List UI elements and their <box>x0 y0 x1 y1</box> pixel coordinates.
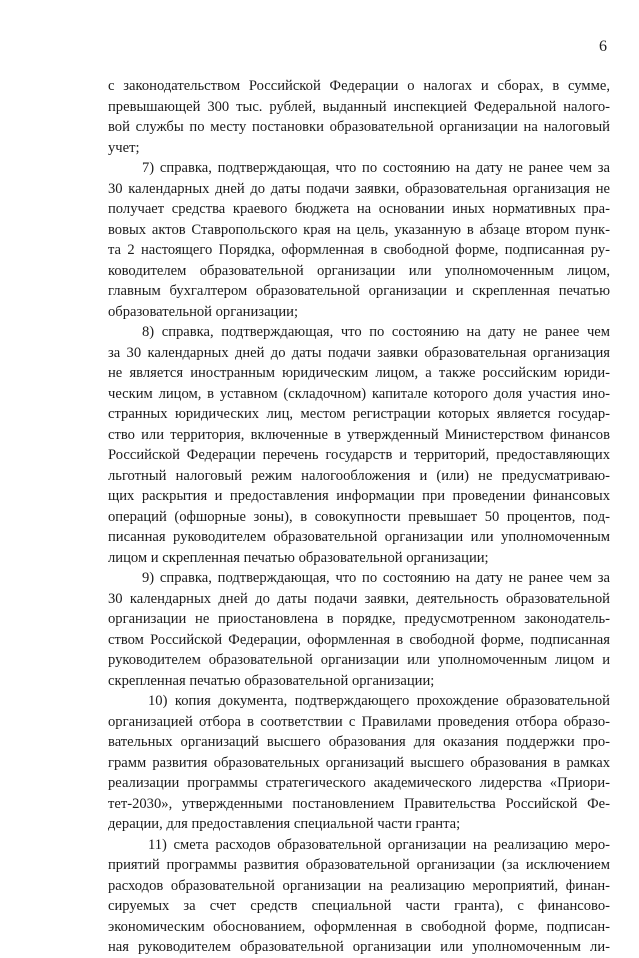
text-line: щих раскрытия и предоставления информации при проведении финансовых <box>108 488 610 504</box>
text-line: учет; <box>108 139 140 156</box>
paragraph <box>108 568 610 691</box>
text-line: не является иностранным юридическим лицом, а также российским юриди- <box>108 365 610 381</box>
paragraph <box>108 322 610 568</box>
text-line: ством Российской Федерации, оформленная в свободной форме, подписанная <box>108 631 610 648</box>
text-line: организации не приостановлена в порядке, предусмотренном законодатель- <box>108 611 610 627</box>
text-line: расходов образовательной организации на реализацию мероприятий, финан- <box>108 877 610 894</box>
text-line: грамм развития образовательных организаций высшего образования в рамках <box>108 754 610 771</box>
text-line: вой службы по месту постановки образовательной организации на налоговый <box>108 119 610 135</box>
text-line: 8) справка, подтверждающая, что по состоянию на дату не ранее чем <box>142 324 610 340</box>
text-line: экономическим обоснованием, оформленная в свободной форме, подписан- <box>108 918 610 935</box>
text-line: сируемых за счет средств специальной части гранта), с финансово- <box>108 898 610 914</box>
text-line: за 30 календарных дней до даты подачи заявки образовательная организация <box>108 344 610 361</box>
text-line: 11) смета расходов образовательной организации на реализацию меро- <box>148 836 610 853</box>
text-line: 7) справка, подтверждающая, что по состоянию на дату не ранее чем за <box>142 160 610 176</box>
text-line: Российской Федерации перечень государств и территорий, предоставляющих <box>108 447 610 463</box>
text-line: ководителем образовательной организации или уполномоченным лицом, <box>108 262 610 279</box>
text-line: та 2 настоящего Порядка, оформленная в свободной форме, подписанная ру- <box>108 242 610 258</box>
text-line: ческим лицом, в уставном (складочном) капитале которого доля участия ино- <box>108 385 610 402</box>
text-line: организацией отбора в соответствии с Правилами проведения отбора образо- <box>108 713 610 730</box>
paragraph <box>108 158 610 322</box>
text-line: главным бухгалтером образовательной организации и скрепленная печатью <box>108 283 610 299</box>
text-line: 30 календарных дней до даты подачи заявки, образовательная организация не <box>108 180 610 197</box>
paragraph <box>108 835 610 958</box>
text-line: образовательной организации; <box>108 303 299 320</box>
text-line: руководителем образовательной организации или уполномоченным лицом и <box>108 652 610 668</box>
text-line: 30 календарных дней до даты подачи заявки, деятельность образовательной <box>108 590 610 607</box>
text-line: лицом и скрепленная печатью образовательной организации; <box>108 549 489 566</box>
text-line: дерации, для предоставления специальной части гранта; <box>108 816 461 832</box>
text-line: странных юридических лиц, местом регистрации которых является государ- <box>108 406 610 422</box>
document-body <box>108 76 610 958</box>
text-line: скрепленная печатью образовательной организации; <box>108 672 435 689</box>
paragraph <box>108 76 610 158</box>
text-line: 9) справка, подтверждающая, что по состоянию на дату не ранее чем за <box>142 570 610 586</box>
text-line: писанная руководителем образовательной организации или уполномоченным <box>108 529 610 545</box>
text-line: тет-2030», утвержденными постановлением Правительства Российской Фе- <box>108 795 610 812</box>
text-line: получает средства краевого бюджета на основании иных нормативных пра- <box>108 201 610 217</box>
text-line: льготный налоговый режим налогообложения и (или) не предусматриваю- <box>108 467 610 484</box>
text-line: ство или территория, включенные в утвержденный Министерством финансов <box>108 426 610 443</box>
text-line: реализации программы стратегического академического лидерства «Приори- <box>108 775 610 791</box>
text-line: ная руководителем образовательной организации или уполномоченным ли- <box>108 939 610 955</box>
text-line: превышающей 300 тыс. рублей, выданный инспекцией Федеральной налого- <box>108 98 610 115</box>
text-line: приятий программы развития образовательной организации (за исключением <box>108 857 610 873</box>
text-line: 10) копия документа, подтверждающего прохождение образовательной <box>148 693 610 709</box>
text-line: вовых актов Ставропольского края на цель, указанную в абзаце втором пунк- <box>108 221 610 238</box>
page-number: 6 <box>599 38 607 55</box>
text-line: операций (офшорные зоны), в совокупности превышает 50 процентов, под- <box>108 508 610 525</box>
paragraph <box>108 691 610 835</box>
text-line: вательных организаций высшего образования для оказания поддержки про- <box>108 734 610 750</box>
text-line: с законодательством Российской Федерации о налогах и сборах, в сумме, <box>108 78 610 94</box>
